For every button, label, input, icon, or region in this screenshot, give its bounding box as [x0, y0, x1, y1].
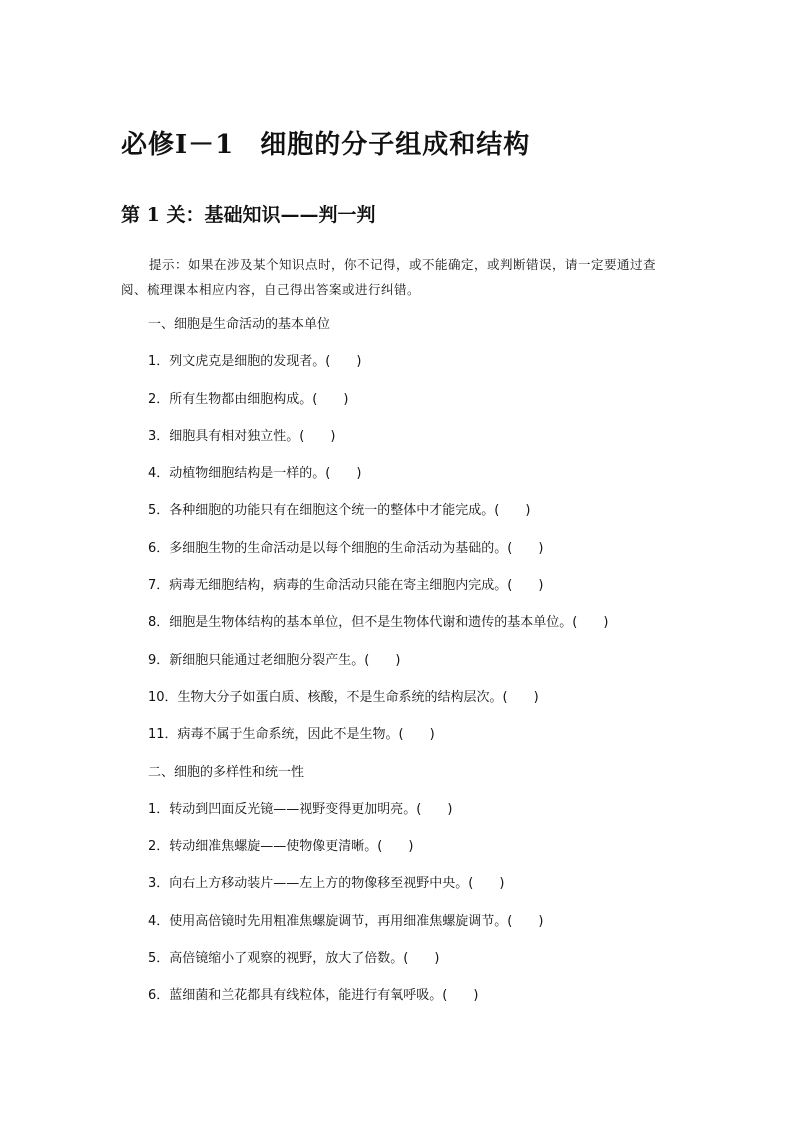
list-item: 1．列文虎克是细胞的发现者。( )	[148, 354, 362, 370]
list-item: 6．蓝细菌和兰花都具有线粒体，能进行有氧呼吸。( )	[148, 988, 479, 1004]
list-item: 10．生物大分子如蛋白质、核酸，不是生命系统的结构层次。( )	[148, 689, 539, 705]
list-item: 5．高倍镜缩小了观察的视野，放大了倍数。( )	[148, 951, 440, 967]
question-list	[148, 315, 708, 1024]
list-item: 2．转动细准焦螺旋——使物像更清晰。( )	[148, 839, 414, 855]
list-item: 11．病毒不属于生命系统，因此不是生物。( )	[148, 727, 435, 743]
list-item: 4．动植物细胞结构是一样的。( )	[148, 466, 362, 482]
hint-paragraph: 提示：如果在涉及某个知识点时，你不记得，或不能确定，或判断错误，请一定要通过查阅、梳理课本相应内容，自己得出答案或进行纠错。	[121, 257, 657, 297]
list-item: 4．使用高倍镜时先用粗准焦螺旋调节，再用细准焦螺旋调节。( )	[148, 913, 544, 929]
list-item: 3．细胞具有相对独立性。( )	[148, 428, 336, 444]
page-title-code: 必修Ⅰ－1	[121, 130, 235, 160]
page-title-topic: 细胞的分子组成和结构	[260, 130, 531, 160]
section-heading-1: 一、细胞是生命活动的基本单位	[148, 317, 331, 332]
list-item: 5．各种细胞的功能只有在细胞这个统一的整体中才能完成。( )	[148, 503, 531, 519]
list-item: 3．向右上方移动装片——左上方的物像移至视野中央。( )	[148, 876, 505, 892]
list-item: 2．所有生物都由细胞构成。( )	[148, 391, 349, 407]
page-title	[121, 124, 530, 161]
section-subtitle: 第 1 关：基础知识——判一判	[121, 204, 376, 226]
list-item: 8．细胞是生物体结构的基本单位，但不是生物体代谢和遗传的基本单位。( )	[148, 615, 609, 631]
list-item: 1．转动到凹面反光镜——视野变得更加明亮。( )	[148, 801, 453, 817]
list-item: 6．多细胞生物的生命活动是以每个细胞的生命活动为基础的。( )	[148, 540, 544, 556]
section-heading-2: 二、细胞的多样性和统一性	[148, 764, 305, 780]
list-item: 7．病毒无细胞结构，病毒的生命活动只能在寄主细胞内完成。( )	[148, 578, 544, 594]
list-item: 9．新细胞只能通过老细胞分裂产生。( )	[148, 652, 401, 668]
